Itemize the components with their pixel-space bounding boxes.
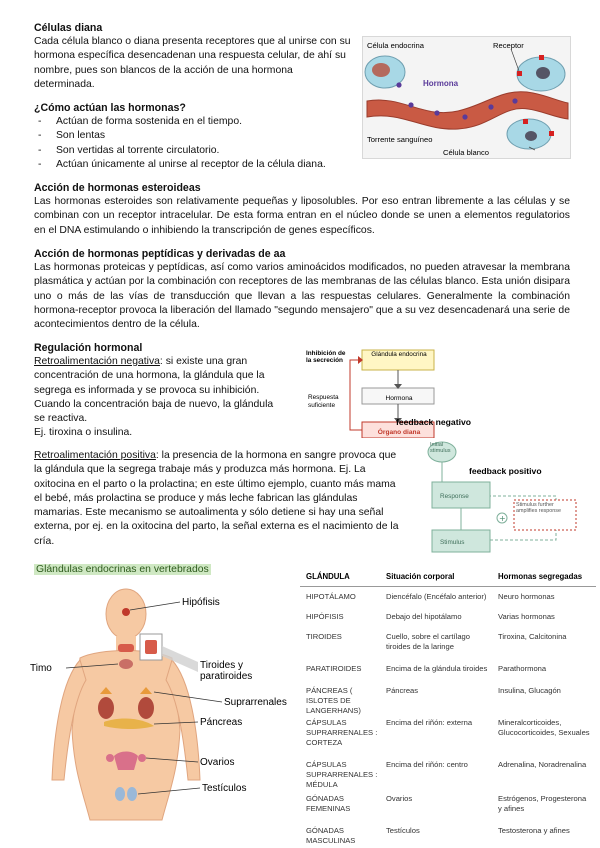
label-tiroides: Tiroides y paratiroides bbox=[200, 660, 253, 682]
svg-text:+: + bbox=[499, 514, 506, 523]
section-retro-positiva bbox=[34, 449, 404, 549]
label-inhibition: Inhibición de la secreción bbox=[306, 350, 346, 364]
list-item: - Son lentas bbox=[34, 129, 356, 143]
section-regulacion bbox=[34, 341, 284, 441]
label-response-pos: Response bbox=[440, 493, 469, 500]
heading-esteroideas: Acción de hormonas esteroideas bbox=[34, 182, 201, 194]
label-diagram-hormone: Hormona bbox=[385, 395, 413, 402]
heading-regulacion: Regulación hormonal bbox=[34, 342, 143, 354]
label-stimulus: Stimulus bbox=[440, 539, 465, 546]
label-organ: Órgano diana bbox=[377, 429, 421, 436]
heading-como-actuan: ¿Cómo actúan las hormonas? bbox=[34, 102, 186, 114]
label-receptor: Receptor bbox=[493, 41, 524, 50]
label-ovarios: Ovarios bbox=[200, 757, 235, 768]
label-hormone: Hormona bbox=[423, 79, 459, 88]
term-retro-positiva: Retroalimentación positiva bbox=[34, 450, 156, 461]
list-como-actuan bbox=[34, 115, 356, 172]
label-initial-stimulus: Initial stimulus bbox=[430, 442, 451, 454]
section-como-actuan bbox=[34, 101, 356, 172]
text-retro-negativa: Retroalimentación negativa: si existe una gran concentración de una hormona, la glándula que la segrega es informada y se provoca su inhibición. Cuando la concentración baja de nuevo, la glándula se reactiva. bbox=[34, 356, 274, 425]
figure-body-glands bbox=[30, 580, 300, 842]
text-esteroideas: Las hormonas esteroides son relativamente pequeñas y liposolubles. Por eso entran libremente a las células y se combinan con un receptor intracelular. De esta forma entran en el núcleo donde se unen a elementos regulatorios en el DNA estimulando o inhibiendo la transcripción de genes específicos. bbox=[34, 196, 570, 236]
label-target-cell: Célula blanco bbox=[443, 148, 490, 157]
label-response: Respuesta suficiente bbox=[308, 394, 339, 409]
label-suprarrenales: Suprarrenales bbox=[224, 697, 287, 708]
label-gland: Glándula endocrina bbox=[371, 351, 427, 358]
figure-positive-feedback bbox=[426, 440, 586, 558]
heading-glandulas: Glándulas endocrinas en vertebrados bbox=[36, 564, 209, 575]
text-celulas-diana: Cada célula blanco o diana presenta receptores que al unirse con su hormona específica desencadenan una respuesta celular, de ahí su nombre, pues son blancos de la acción de una hormona determinada. bbox=[34, 36, 351, 90]
list-item: - Actúan de forma sostenida en el tiempo. bbox=[34, 115, 356, 129]
glands-table: GLÁNDULA Situación corporal Hormonas segregadas HIPOTÁLAMO Diencéfalo (Encéfalo anterior) Neuro hormonas HIPÓFISIS Debajo del hipotálamo Varias hormonas TIROIDES Cuello, sobre el cartílago tiroides de la laringe Tiroxina, Calcitonina PARATIROIDES Encima de la glándula tiroides Parathormona PÁNCREAS ( ISLOTES DE LANGERHANS) Páncreas Insulina, Glucagón CÁPSULAS SUPRARRENALES : CORTEZA Encima del riñón: externa Mineralcorticoides, Glucocorticoides, Sexuales CÁPSULAS SUPRARRENALES : MÉDULA Encima del riñón: centro Adrenalina, Noradrenalina GÓNADAS FEMENINAS Ovarios Estrógenos, Progesterona y afines GÓNADAS MASCULINAS Testículos Testosterona y afines bbox=[300, 568, 596, 840]
label-bloodstream: Torrente sanguíneo bbox=[367, 135, 433, 144]
list-item: - Son vertidas al torrente circulatorio. bbox=[34, 144, 356, 158]
heading-peptidicas: Acción de hormonas peptídicas y derivadas de aa bbox=[34, 248, 286, 260]
text-retro-positiva: Retroalimentación positiva: la presencia de la hormona en sangre provoca que la glándula que la segrega trabaje más y produzca más hormona. Ej. La oxitocina en el parto o la prolactina; en este último ejemplo, cuanto más mama el bebé, más prolactina se produce y más leche fabrican las glándulas mamarias. Este mecanismo se autoalimenta y sólo detiene si hay una señal externa, por ej. en la oxitocina del parto, la señal externa es el nacimiento de la cría. bbox=[34, 450, 399, 547]
human-body-illustration bbox=[30, 580, 300, 842]
section-peptidicas bbox=[34, 247, 570, 332]
label-timo: Timo bbox=[30, 663, 52, 674]
caption-feedback-positivo: feedback positivo bbox=[469, 466, 542, 476]
label-hipofisis: Hipófisis bbox=[182, 597, 220, 608]
heading-celulas-diana: Células diana bbox=[34, 22, 103, 34]
section-celulas-diana bbox=[34, 21, 356, 92]
text-retro-negativa-ejemplo: Ej. tiroxina o insulina. bbox=[34, 427, 133, 439]
figure-hormone-transport bbox=[362, 36, 571, 159]
table-divider bbox=[300, 586, 596, 587]
section-esteroideas bbox=[34, 181, 570, 238]
label-testiculos: Testículos bbox=[202, 783, 247, 794]
label-pancreas: Páncreas bbox=[200, 717, 243, 728]
term-retro-negativa: Retroalimentación negativa bbox=[34, 356, 160, 367]
label-amplify-note: Stimulus further amplifies response bbox=[516, 502, 561, 514]
list-item: - Actúan únicamente al unirse al receptor de la célula diana. bbox=[34, 158, 356, 172]
caption-feedback-negativo: feedback negativo bbox=[396, 417, 471, 427]
label-endocrine-cell: Célula endocrina bbox=[367, 41, 424, 50]
text-peptidicas: Las hormonas proteicas y peptídicas, así como varios aminoácidos modificados, no pueden atravesar la membrana plasmática y actúan por la combinación con receptores de las membranas de las células blanco. Esta unión disipara uno o más de las vías de transducción que llevan a las respuestas celulares. Generalmente la combinación hormona-receptor provoca la liberación del llamado "segundo mensajero" que a su vez desencadenará una serie de acontecimientos dentro de la célula. bbox=[34, 262, 570, 331]
